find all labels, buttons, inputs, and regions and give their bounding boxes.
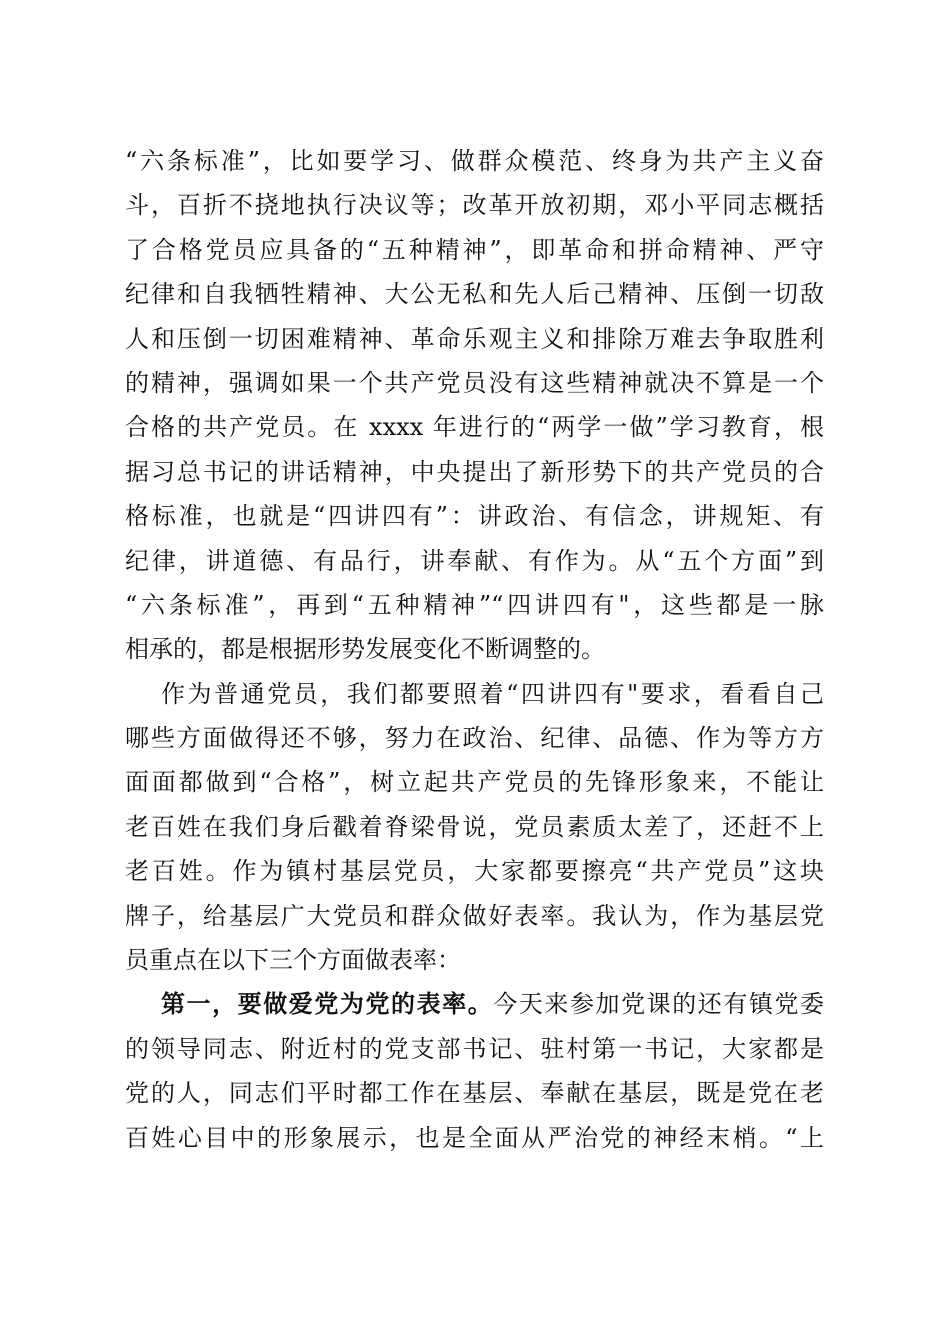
text-line: 老百姓在我们身后戳着脊梁骨说，党员素质太差了，还赶不上 — [125, 812, 824, 841]
text-line: “六条标准”，再到“五种精神”“四讲四有"，这些都是一脉 — [125, 590, 824, 619]
text-line — [125, 982, 824, 1026]
text-line: 哪些方面做得还不够，努力在政治、纪律、品德、作为等方方 — [125, 724, 824, 753]
text-line: 百姓心目中的形象展示，也是全面从严治党的神经末梢。“上 — [125, 1123, 824, 1152]
text-line: 牌子，给基层广大党员和群众做好表率。我认为，作为基层党 — [125, 901, 824, 930]
text-line: 合格的共产党员。在 xxxx 年进行的“两学一做”学习教育，根 — [125, 413, 824, 442]
paragraph-first-point — [125, 982, 824, 1160]
text-line: 作为普通党员，我们都要照着“四讲四有"要求，看看自己 — [161, 679, 824, 708]
text-line: 斗，百折不挠地执行决议等；改革开放初期，邓小平同志概括 — [125, 191, 824, 220]
text-line: 的精神，强调如果一个共产党员没有这些精神就决不算是一个 — [125, 368, 824, 397]
document-page — [125, 139, 824, 1160]
text-line: 格标准，也就是“四讲四有”：讲政治、有信念，讲规矩、有 — [125, 502, 824, 531]
text-line: 了合格党员应具备的“五种精神”，即革命和拼命精神、严守 — [125, 235, 824, 264]
text-line: 老百姓。作为镇村基层党员，大家都要擦亮“共产党员”这块 — [125, 857, 824, 886]
text-line: 党的人，同志们平时都工作在基层、奉献在基层，既是党在老 — [125, 1079, 824, 1108]
text-line: 面面都做到“合格”，树立起共产党员的先锋形象来，不能让 — [125, 768, 824, 797]
paragraph-ordinary-members — [125, 672, 824, 983]
text-line: 的领导同志、附近村的党支部书记、驻村第一书记，大家都是 — [125, 1034, 824, 1063]
text-line: 相承的，都是根据形势发展变化不断调整的。 — [125, 635, 605, 664]
text-line: 人和压倒一切困难精神、革命乐观主义和排除万难去争取胜利 — [125, 324, 824, 353]
text-line: 员重点在以下三个方面做表率： — [125, 946, 461, 975]
text-span: 今天来参加党课的还有镇党委 — [493, 990, 825, 1019]
text-line: 纪律，讲道德、有品行，讲奉献、有作为。从“五个方面”到 — [125, 546, 824, 575]
paragraph-standards — [125, 139, 824, 672]
text-line: 纪律和自我牺牲精神、大公无私和先人后己精神、压倒一切敌 — [125, 280, 824, 309]
section-heading: 第一，要做爱党为党的表率。 — [161, 989, 494, 1019]
text-line: “六条标准”，比如要学习、做群众模范、终身为共产主义奋 — [125, 147, 824, 175]
text-line: 据习总书记的讲话精神，中央提出了新形势下的共产党员的合 — [125, 457, 824, 486]
